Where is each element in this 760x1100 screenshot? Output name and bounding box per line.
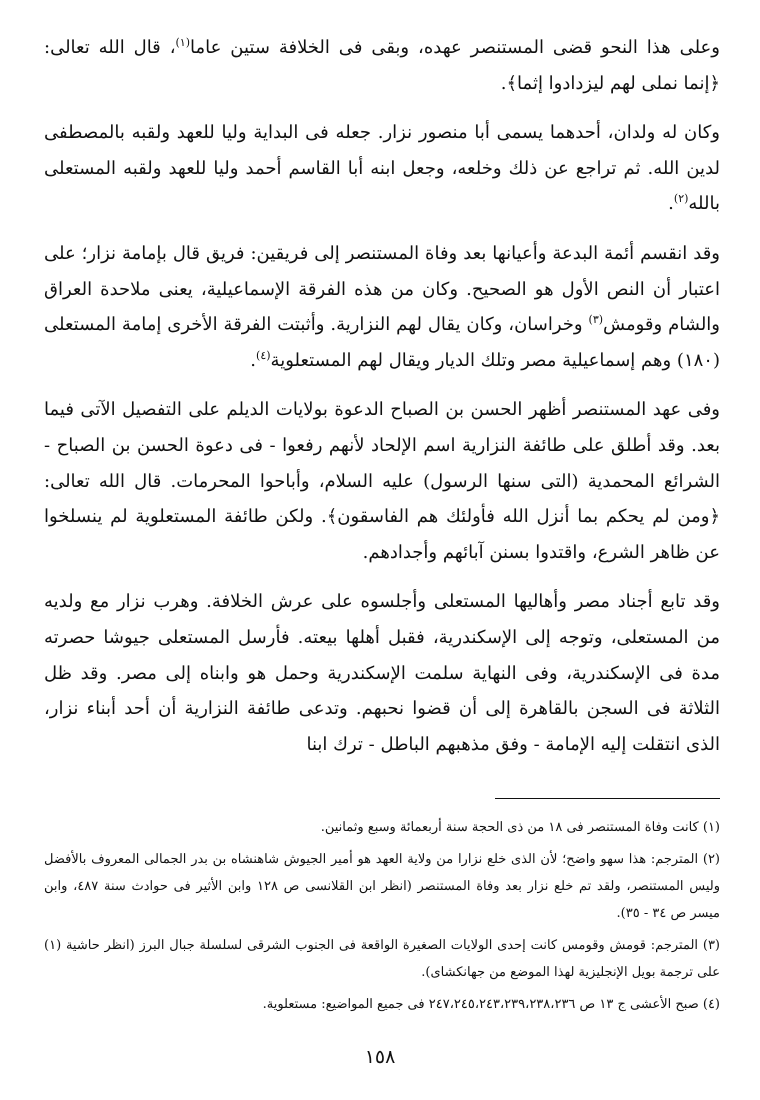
- footnote-4: (٤) صبح الأعشى ج ١٣ ص ٢٤٧،٢٤٥،٢٤٣،٢٣٩،٢٣٨،٢٣٦ فى جميع المواضيع: مستعلوية.: [262, 997, 720, 1012]
- paragraph-text: وعلى هذا النحو قضى المستنصر عهده، وبقى فى الخلافة ستين عاما: [190, 37, 720, 58]
- footnote-ref-1[interactable]: (١): [175, 36, 191, 49]
- footnote-2: (٢) المترجم: هذا سهو واضح؛ لأن الذى خلع نزارا من ولاية العهد هو أمير الجيوش شاهنشاه بن بدر الجمالى المعروف بالأفضل وليس المستنصر، ولقد تم خلع نزار بعد وفاة المستنصر (انظر ابن القلانسى ص ١٢٨ وابن الأثير فى حوادث سنة ٤٨٧، وابن ميسر ص ٣٤ - ٣٥).: [44, 852, 721, 921]
- footnote-divider: [495, 798, 720, 799]
- paragraph-text: وفى عهد المستنصر أظهر الحسن بن الصباح الدعوة بولايات الديلم على التفصيل الآتى فيما بعد. وقد أطلق على طائفة النزارية اسم الإلحاد لأنهم رفعوا - فى دعوة الحسن بن الصباح - الشرائع المحمدية (التى سنها الرسول) عليه السلام، وأباحوا المحرمات. قال الله تعالى: ﴿ومن لم يحكم بما أنزل الله فأولئك هم الفاسقون﴾. ولكن طائفة المستعلوية لم ينسلخوا عن ظاهر الشرع، واقتدوا بسنن آبائهم وأجدادهم.: [44, 399, 720, 563]
- paragraph-text: ، قال الله تعالى: ﴿إنما نملى لهم ليزدادوا إثما﴾.: [44, 37, 720, 94]
- footnotes: [44, 814, 720, 1023]
- paragraph-2: [44, 115, 720, 222]
- paragraph-3: [44, 236, 720, 378]
- paragraph-text: وقد انقسم أئمة البدعة وأعيانها بعد وفاة المستنصر إلى فريقين: فريق قال بإمامة نزار؛ على اعتبار أن النص الأول هو الصحيح. وكان من هذه الفرقة الإسماعيلية، يعنى ملاحدة العراق والشام وقومش: [44, 242, 720, 336]
- paragraph-text: وقد تابع أجناد مصر وأهاليها المستعلى وأجلسوه على عرش الخلافة. وهرب نزار مع ولديه من المستعلى، وتوجه إلى الإسكندرية، فقبل أهلها بيعته. فأرسل المستعلى جيوشا حصرته مدة فى الإسكندرية، وفى النهاية سلمت الإسكندرية وحمل هو وابناه إلى مصر. وقد ظل الثلاثة فى السجن بالقاهرة إلى أن قضوا نحبهم. وتدعى طائفة النزارية أن أحد أبناء نزار، الذى انتقلت إليه الإمامة - وفق مذهبهم الباطل - ترك ابنا: [44, 591, 720, 755]
- footnote-ref-4[interactable]: (٤): [256, 348, 271, 362]
- footnote-1: (١) كانت وفاة المستنصر فى ١٨ من ذى الحجة سنة أربعمائة وسبع وثمانين.: [320, 820, 720, 835]
- page-number: ١٥٨: [364, 1046, 396, 1068]
- paragraph-5: [44, 584, 720, 762]
- paragraph-text: .: [668, 193, 674, 215]
- footnote-3: (٣) المترجم: قومش وقومس كانت إحدى الولايات الصغيرة الواقعة فى الجنوب الشرقى لسلسلة جبال البرز (انظر حاشية (١) على ترجمة بويل الإنجليزية لهذا الموضع من جهانكشاى).: [44, 938, 720, 980]
- footnote-ref-2[interactable]: (٢): [673, 192, 689, 206]
- paragraph-text: وكان له ولدان، أحدهما يسمى أبا منصور نزار. جعله فى البداية وليا للعهد ولقبه بالمصطفى لدين الله. ثم تراجع عن ذلك وخلعه، وجعل ابنه أبا القاسم أحمد وليا للعهد ولقبه المستعلى بالله: [44, 122, 720, 215]
- main-text: [44, 30, 720, 776]
- paragraph-text: وخراسان، وكان يقال لهم النزارية. وأثبتت الفرقة الأخرى إمامة المستعلى (١٨٠) وهم إسماعيلية مصر وتلك الديار ويقال لهم المستعلوية: [44, 314, 720, 371]
- paragraph-4: [44, 392, 720, 570]
- paragraph-1: [44, 30, 720, 101]
- footnote-ref-3[interactable]: (٣): [588, 313, 604, 327]
- paragraph-text: .: [250, 349, 257, 371]
